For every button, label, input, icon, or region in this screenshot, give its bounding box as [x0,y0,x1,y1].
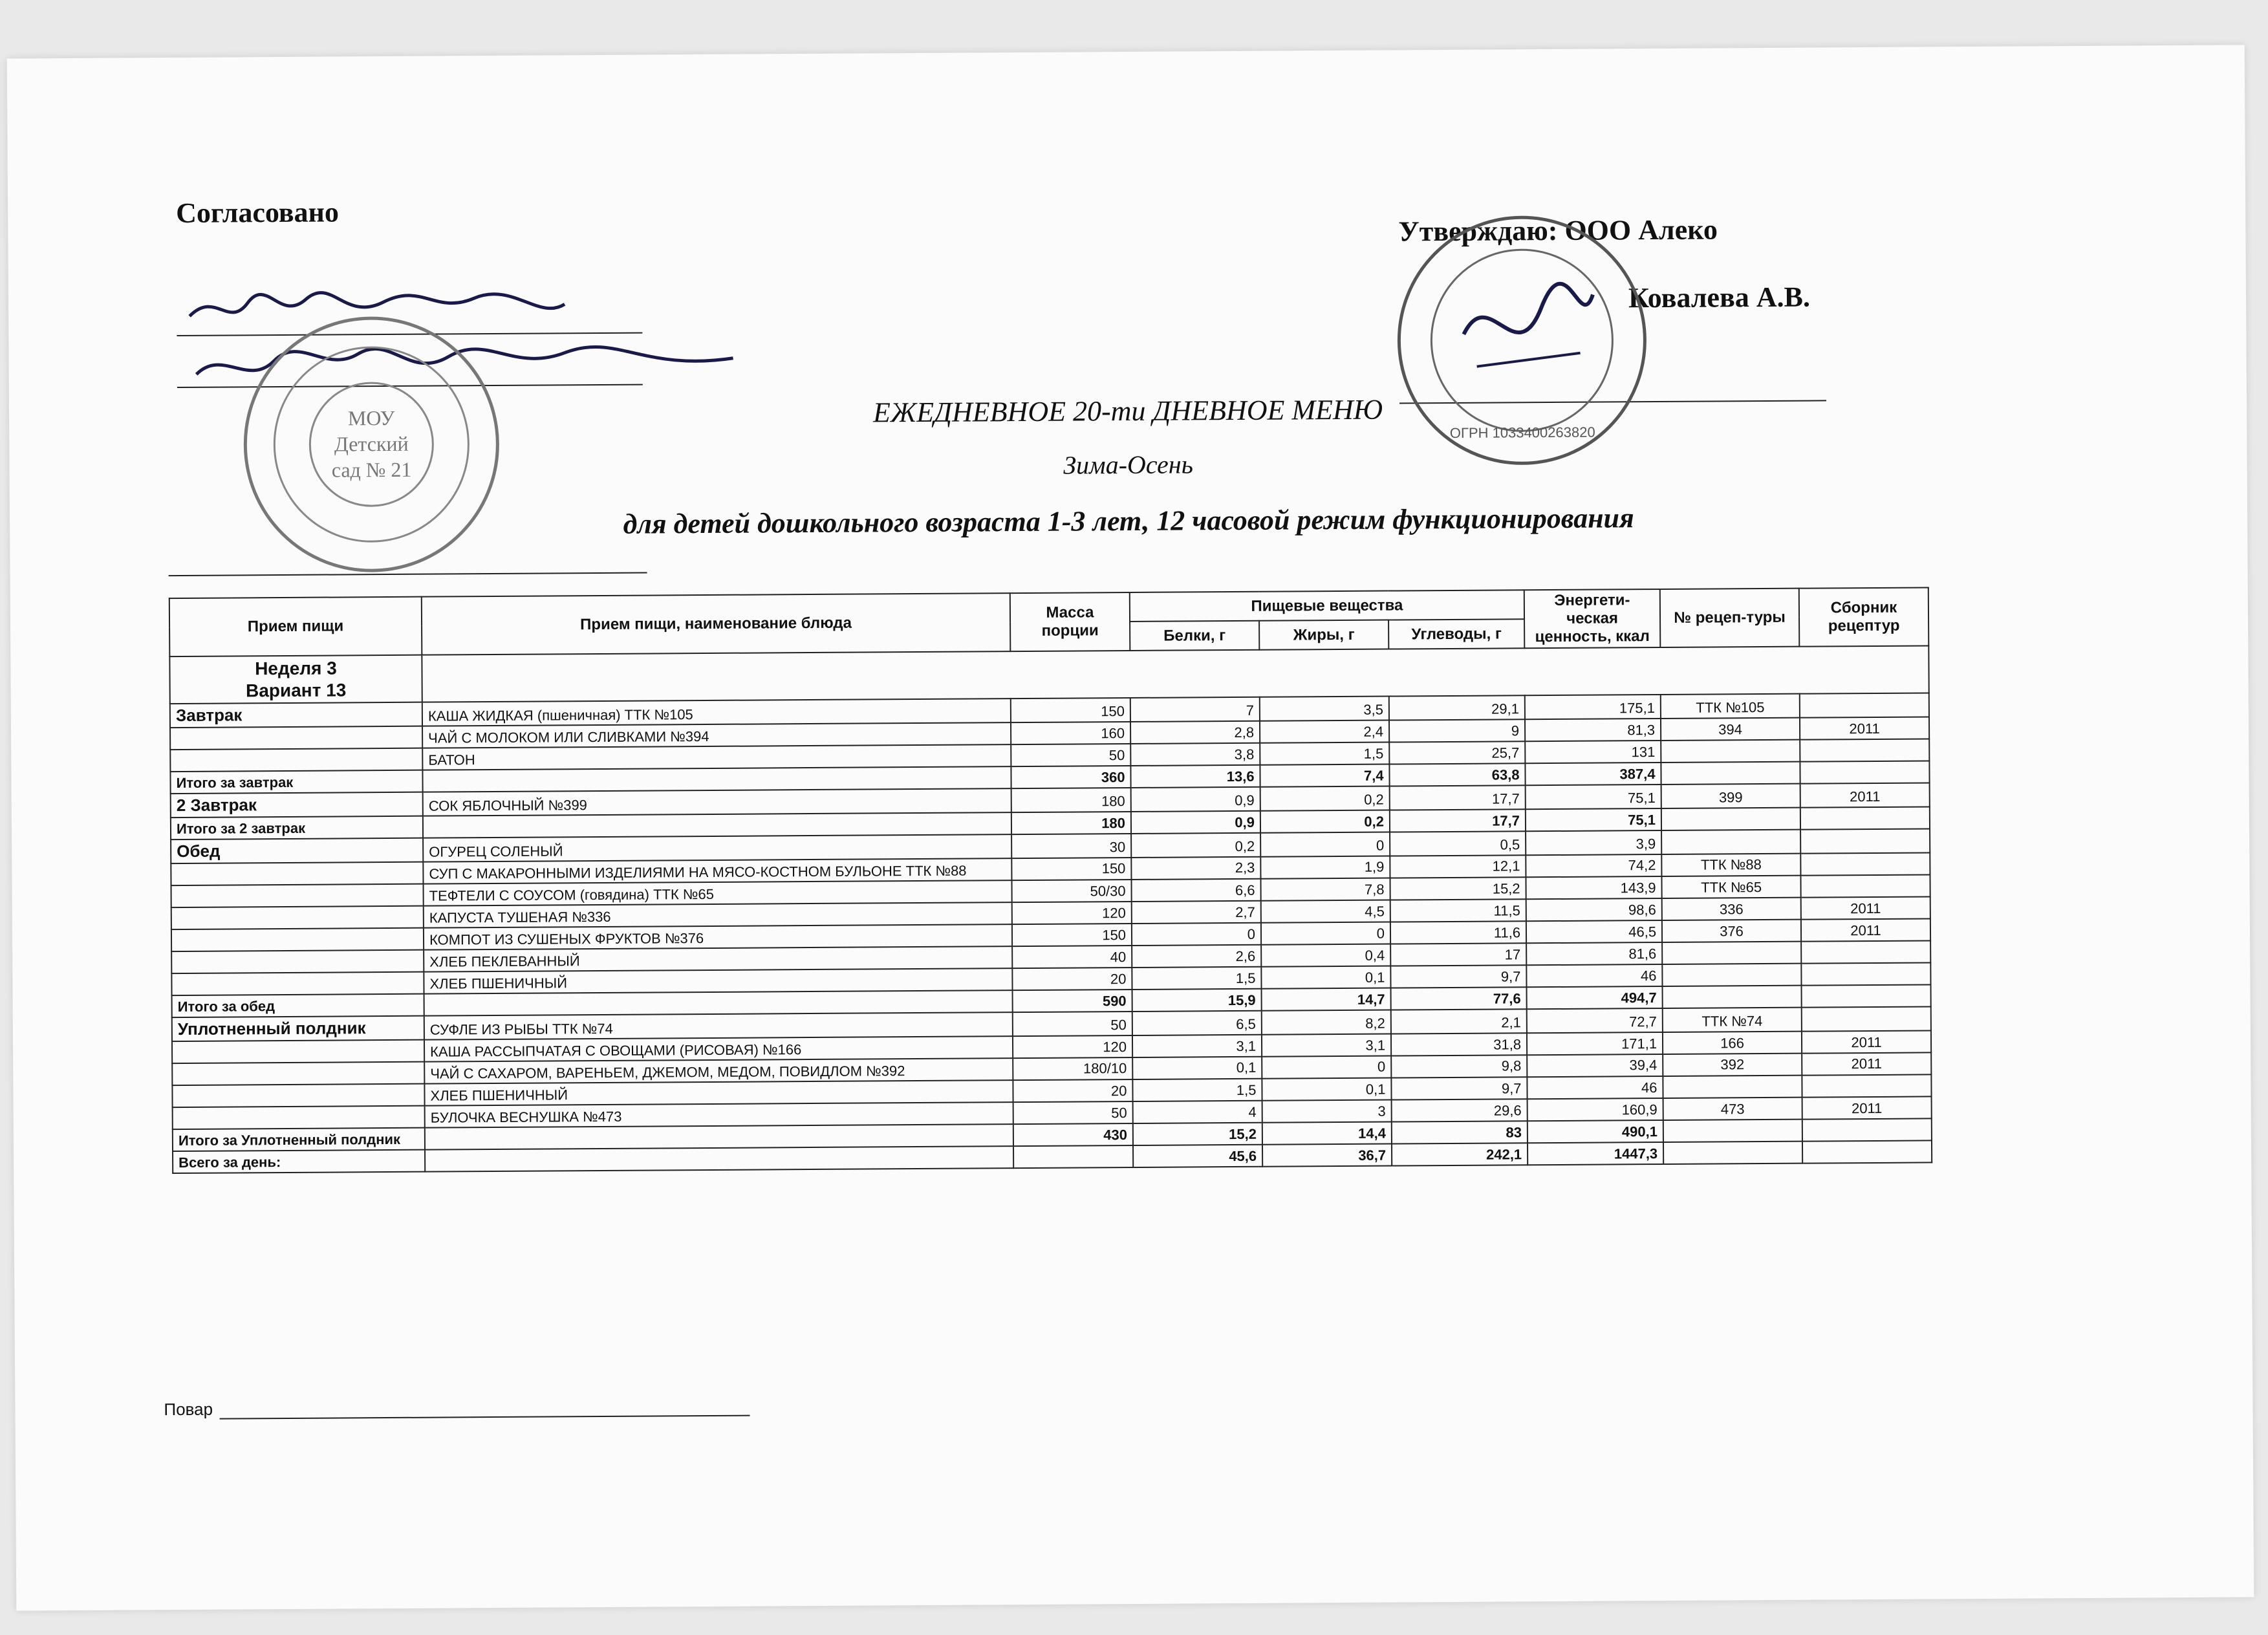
energy-cell: 46 [1526,964,1662,987]
protein-cell: 0,2 [1131,833,1260,858]
dish-cell: ХЛЕБ ПШЕНИЧНЫЙ [424,968,1012,994]
mass-cell: 150 [1012,924,1132,946]
protein-cell: 1,5 [1132,967,1261,990]
carbs-cell: 0,5 [1390,831,1526,856]
collection-cell [1800,829,1930,854]
energy-cell: 98,6 [1526,898,1662,921]
protein-cell: 2,7 [1132,901,1261,924]
fat-cell: 7,4 [1260,764,1389,787]
mass-cell: 50 [1011,744,1130,766]
carbs-cell: 9 [1389,719,1525,742]
collection-cell [1802,1075,1931,1098]
cook-label: Повар [164,1399,213,1420]
meal-cell [171,950,424,973]
dish-cell: БУЛОЧКА ВЕСНУШКА №473 [425,1102,1013,1128]
recipe-cell: 376 [1662,920,1801,942]
col-carbs: Углеводы, г [1388,619,1524,649]
mass-cell: 180 [1011,788,1131,812]
fat-cell: 1,5 [1260,742,1389,765]
week-row-filler [422,645,1928,702]
dish-cell: ЧАЙ С МОЛОКОМ ИЛИ СЛИВКАМИ №394 [422,722,1011,748]
dish-cell [425,1124,1013,1150]
mass-cell: 50 [1013,1101,1133,1124]
meal-cell [171,972,424,995]
collection-cell [1800,761,1929,784]
collection-cell: 2011 [1802,1097,1932,1120]
fat-cell: 0,2 [1260,786,1390,811]
meal-cell: Итого за 2 завтрак [171,816,423,839]
collection-cell: 2011 [1800,783,1930,808]
mass-cell [1013,1145,1133,1168]
collection-cell [1802,1007,1931,1032]
energy-cell: 39,4 [1527,1054,1663,1077]
energy-cell: 1447,3 [1528,1142,1663,1165]
collection-cell: 2011 [1800,717,1929,740]
recipe-cell [1662,942,1801,964]
collection-cell [1802,1119,1932,1142]
svg-text:ОГРН 1033400263820: ОГРН 1033400263820 [1449,424,1595,441]
recipe-cell [1662,964,1801,986]
fat-cell: 14,4 [1262,1122,1392,1145]
dish-cell [422,766,1011,792]
carbs-cell: 83 [1392,1121,1528,1143]
carbs-cell: 63,8 [1389,763,1525,786]
protein-cell: 0 [1132,923,1261,946]
menu-title: ЕЖЕДНЕВНОЕ 20-ти ДНЕВНОЕ МЕНЮ [872,393,1383,429]
svg-text:Детский: Детский [334,431,409,456]
week-label [169,655,422,704]
meal-cell: 2 Завтрак [171,792,423,817]
meal-cell [171,862,423,885]
dish-cell [423,812,1011,838]
document-page [7,45,2254,1610]
energy-cell: 160,9 [1528,1098,1663,1121]
fat-cell: 0,4 [1261,944,1390,967]
meal-cell: Итого за обед [172,994,424,1017]
collection-cell: 2011 [1801,919,1930,942]
recipe-cell: ТТК №74 [1663,1008,1802,1032]
meal-cell [172,1040,424,1063]
fat-cell: 0 [1260,832,1390,857]
protein-cell: 3,1 [1132,1035,1262,1057]
protein-cell: 7 [1130,697,1260,722]
dish-cell: СУП С МАКАРОННЫМИ ИЗДЕЛИЯМИ НА МЯСО-КОСТНОМ БУЛЬОНЕ ТТК №88 [423,858,1011,884]
mass-cell: 20 [1012,968,1132,990]
mass-cell: 50 [1013,1012,1132,1036]
carbs-cell: 11,6 [1390,921,1526,944]
mass-cell: 430 [1013,1123,1133,1146]
collection-cell [1802,985,1931,1008]
carbs-cell: 12,1 [1390,855,1526,878]
approval-right-name: Ковалева А.В. [1628,281,1811,314]
week-number: Неделя 3 [255,658,337,679]
recipe-cell [1661,808,1800,830]
energy-cell: 131 [1525,741,1661,763]
energy-cell: 72,7 [1527,1008,1663,1033]
energy-cell: 490,1 [1528,1120,1663,1143]
menu-season: Зима-Осень [1063,449,1193,480]
dish-cell [425,1146,1013,1172]
protein-cell: 4 [1133,1101,1262,1123]
meal-cell [170,726,422,750]
mass-cell: 360 [1011,766,1130,788]
right-stamp [1385,204,1659,477]
energy-cell: 175,1 [1525,695,1661,719]
recipe-cell: ТТК №88 [1661,854,1800,876]
fat-cell: 0,1 [1262,1078,1391,1101]
carbs-cell: 17,7 [1390,809,1526,832]
fat-cell: 0,2 [1260,810,1390,833]
recipe-cell: 392 [1663,1054,1802,1076]
recipe-cell [1663,1120,1802,1142]
protein-cell: 3,8 [1130,743,1260,766]
protein-cell: 6,6 [1131,879,1260,902]
mass-cell: 150 [1011,858,1131,880]
cook-signature [164,1396,750,1420]
mass-cell: 20 [1013,1079,1132,1102]
col-mass: Масса порции [1010,592,1130,651]
energy-cell: 81,6 [1526,942,1662,965]
meal-cell [171,906,424,929]
dish-cell: ХЛЕБ ПЕКЛЕВАННЫЙ [424,946,1012,972]
carbs-cell: 29,6 [1392,1099,1528,1121]
energy-cell: 46 [1527,1076,1663,1099]
meal-cell: Обед [171,838,423,863]
mass-cell: 160 [1011,722,1130,744]
mass-cell: 590 [1013,990,1132,1012]
recipe-cell: ТТК №65 [1662,876,1801,898]
col-dish: Прием пищи, наименование блюда [422,593,1011,655]
protein-cell: 0,9 [1131,787,1260,812]
collection-cell [1801,963,1930,986]
fat-cell: 1,9 [1260,856,1390,879]
meal-cell: Всего за день: [173,1150,425,1173]
mass-cell: 120 [1012,902,1132,924]
recipe-cell: ТТК №105 [1661,694,1800,719]
meal-cell: Итого за Уплотненный полдник [173,1128,425,1151]
meal-cell: Завтрак [170,702,422,728]
collection-cell [1800,739,1929,762]
energy-cell: 143,9 [1526,876,1662,899]
meal-cell: Итого за завтрак [170,770,422,794]
meal-cell [170,748,422,772]
dish-cell: ЧАЙ С САХАРОМ, ВАРЕНЬЕМ, ДЖЕМОМ, МЕДОМ, ПОВИДЛОМ №392 [424,1058,1013,1084]
recipe-cell: 399 [1661,784,1800,808]
fat-cell: 0 [1262,1056,1391,1079]
meal-cell: Уплотненный полдник [172,1016,424,1041]
carbs-cell: 9,7 [1391,1077,1527,1099]
dish-cell: ХЛЕБ ПШЕНИЧНЫЙ [424,1080,1013,1106]
carbs-cell: 17 [1390,943,1526,966]
energy-cell: 74,2 [1526,854,1661,877]
recipe-cell [1661,830,1800,854]
dish-cell: КАША ЖИДКАЯ (пшеничная) ТТК №105 [422,698,1011,726]
recipe-cell [1661,740,1800,763]
collection-cell [1800,853,1930,876]
approval-right-label: Утверждаю: ООО Алеко [1398,213,1718,248]
menu-table [169,587,1932,1174]
col-recipe: № рецеп-туры [1660,589,1800,647]
fat-cell: 7,8 [1260,878,1390,901]
dish-cell: ОГУРЕЦ СОЛЕНЫЙ [423,834,1011,862]
carbs-cell: 2,1 [1391,1009,1527,1034]
energy-cell: 75,1 [1526,808,1661,831]
carbs-cell: 25,7 [1389,741,1525,764]
protein-cell: 0,9 [1131,811,1260,834]
collection-cell: 2011 [1802,1053,1931,1076]
mass-cell: 40 [1012,946,1132,968]
fat-cell: 36,7 [1262,1144,1392,1167]
energy-cell: 494,7 [1527,986,1663,1009]
mass-cell: 120 [1013,1035,1132,1058]
col-fat: Жиры, г [1259,620,1388,650]
fat-cell: 2,4 [1260,720,1389,743]
carbs-cell: 9,8 [1391,1055,1527,1077]
fat-cell: 3 [1262,1100,1392,1123]
table-header-row [169,587,1928,627]
col-energy: Энергети-ческая ценность, ккал [1524,589,1661,648]
dish-cell: КАША РАССЫПЧАТАЯ С ОВОЩАМИ (РИСОВАЯ) №166 [424,1036,1013,1062]
svg-text:МОУ: МОУ [347,406,395,430]
collection-cell [1800,807,1930,830]
variant-number: Вариант 13 [245,679,347,700]
fat-cell: 0 [1261,922,1390,945]
fat-cell: 4,5 [1261,900,1390,923]
energy-cell: 3,9 [1526,830,1661,855]
protein-cell: 2,3 [1131,857,1260,880]
carbs-cell: 17,7 [1390,785,1526,810]
col-collection: Сборник рецептур [1799,587,1929,646]
carbs-cell: 31,8 [1391,1033,1527,1056]
recipe-cell [1663,1076,1802,1098]
protein-cell: 2,6 [1132,945,1261,968]
dish-cell: БАТОН [422,744,1011,770]
protein-cell: 0,1 [1132,1057,1262,1079]
dish-cell: СУФЛЕ ИЗ РЫБЫ ТТК №74 [424,1012,1013,1040]
protein-cell: 15,2 [1133,1123,1262,1145]
protein-cell: 45,6 [1133,1145,1262,1167]
carbs-cell: 9,7 [1390,965,1526,988]
fat-cell: 0,1 [1261,966,1390,989]
protein-cell: 6,5 [1132,1011,1262,1035]
energy-cell: 81,3 [1525,719,1661,741]
protein-cell: 15,9 [1132,989,1262,1012]
dish-cell: ТЕФТЕЛИ С СОУСОМ (говядина) ТТК №65 [424,880,1012,906]
meal-cell [173,1106,425,1129]
recipe-cell [1663,1142,1802,1164]
recipe-cell [1661,762,1800,785]
mass-cell: 180/10 [1013,1057,1132,1080]
energy-cell: 46,5 [1526,920,1662,943]
energy-cell: 387,4 [1525,763,1661,785]
fat-cell: 3,5 [1260,697,1389,721]
mass-cell: 180 [1011,812,1131,834]
collection-cell: 2011 [1801,897,1930,920]
carbs-cell: 15,2 [1390,877,1526,900]
fat-cell: 14,7 [1262,988,1391,1011]
carbs-cell: 242,1 [1392,1143,1528,1165]
dish-cell: СОК ЯБЛОЧНЫЙ №399 [423,788,1011,816]
recipe-cell: 336 [1662,898,1801,920]
dish-cell: КАПУСТА ТУШЕНАЯ №336 [424,902,1012,928]
dish-cell: КОМПОТ ИЗ СУШЕНЫХ ФРУКТОВ №376 [424,924,1012,950]
fat-cell: 8,2 [1262,1010,1391,1035]
protein-cell: 13,6 [1130,765,1260,788]
meal-cell [172,1084,424,1107]
meal-cell [171,928,424,951]
energy-cell: 75,1 [1526,785,1661,809]
collection-cell: 2011 [1802,1031,1931,1054]
meal-cell [171,884,424,907]
col-protein: Белки, г [1130,621,1259,651]
col-meal: Прием пищи [169,597,422,656]
protein-cell: 2,8 [1130,721,1260,744]
cook-sign-line [219,1400,750,1420]
collection-cell [1802,1141,1932,1164]
carbs-cell: 11,5 [1390,899,1526,922]
collection-cell [1801,941,1930,964]
meal-cell [172,1062,424,1085]
approval-left-label: Согласовано [176,196,340,229]
menu-subtitle: для детей дошкольного возраста 1-3 лет, 12 часовой режим функционирования [623,502,1634,540]
svg-text:сад № 21: сад № 21 [331,457,412,482]
recipe-cell: 166 [1663,1032,1802,1054]
col-nutrients: Пищевые вещества [1130,590,1524,622]
collection-cell [1800,693,1929,718]
recipe-cell: 394 [1661,718,1800,741]
protein-cell: 1,5 [1132,1079,1262,1101]
energy-cell: 171,1 [1527,1032,1663,1055]
mass-cell: 150 [1011,698,1130,722]
recipe-cell: 473 [1663,1098,1802,1120]
mass-cell: 30 [1011,834,1131,858]
dish-cell [424,990,1013,1016]
recipe-cell [1663,986,1802,1008]
carbs-cell: 77,6 [1391,987,1527,1010]
collection-cell [1801,875,1930,898]
carbs-cell: 29,1 [1389,695,1525,720]
fat-cell: 3,1 [1262,1034,1391,1057]
mass-cell: 50/30 [1011,880,1131,902]
